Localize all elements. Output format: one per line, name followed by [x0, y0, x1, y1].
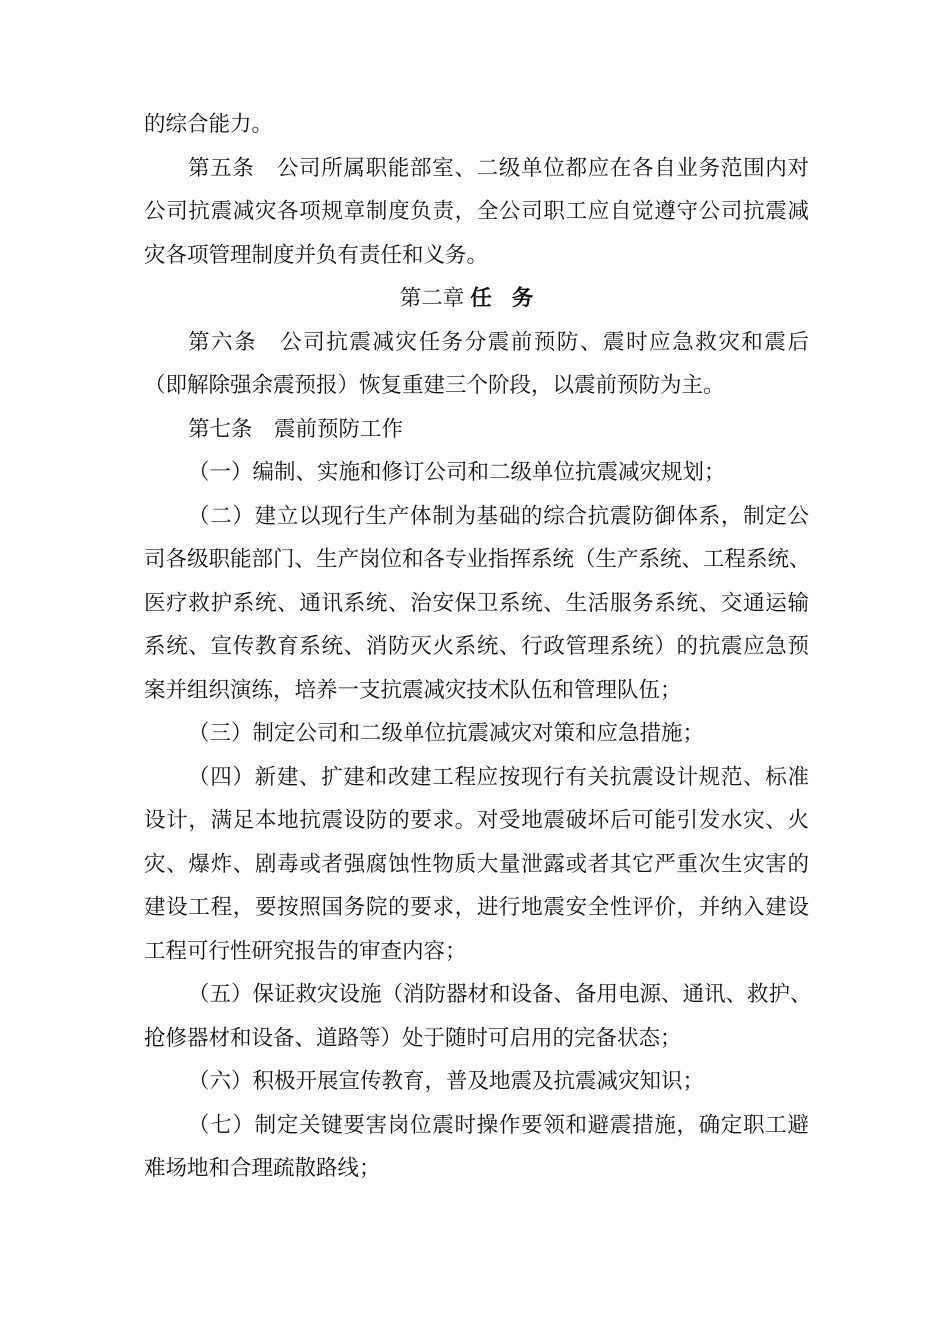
- text-line: （二）建立以现行生产体制为基础的综合抗震防御体系，制定公: [188, 503, 809, 529]
- text-line: 第七条 震前预防工作: [188, 416, 404, 442]
- chapter-title: 任务: [470, 286, 554, 311]
- text-line: 案并组织演练，培养一支抗震减灾技术队伍和管理队伍；: [144, 677, 682, 703]
- text-line: （即解除强余震预报）恢复重建三个阶段，以震前预防为主。: [144, 373, 725, 398]
- text-line: 的综合能力。: [144, 112, 274, 137]
- text-line: 难场地和合理疏散路线；: [144, 1156, 381, 1181]
- text-line: 司各级职能部门、生产岗位和各专业指挥系统（生产系统、工程系统、: [144, 547, 811, 572]
- text-line: 第五条 公司所属职能部室、二级单位都应在各自业务范围内对: [188, 155, 809, 181]
- text-line: （一）编制、实施和修订公司和二级单位抗震减灾规划；: [188, 460, 726, 485]
- chapter-number: 第二章: [399, 286, 465, 311]
- text-line: 第六条 公司抗震减灾任务分震前预防、震时应急救灾和震后: [188, 329, 809, 355]
- text-line: （三）制定公司和二级单位抗震减灾对策和应急措施；: [188, 721, 705, 746]
- text-line: （四）新建、扩建和改建工程应按现行有关抗震设计规范、标准: [188, 764, 809, 790]
- text-line: 抢修器材和设备、道路等）处于随时可启用的完备状态；: [144, 1025, 682, 1051]
- text-line: 工程可行性研究报告的审查内容；: [144, 938, 467, 964]
- text-line: （六）积极开展宣传教育，普及地震及抗震减灾知识；: [188, 1069, 705, 1094]
- text-line: 公司抗震减灾各项规章制度负责，全公司职工应自觉遵守公司抗震减: [144, 199, 809, 224]
- text-line: 灾、爆炸、剧毒或者强腐蚀性物质大量泄露或者其它严重次生灾害的: [144, 851, 809, 877]
- text-line: 设计，满足本地抗震设防的要求。对受地震破坏后可能引发水灾、火: [144, 808, 809, 833]
- text-line: （七）制定关键要害岗位震时操作要领和避震措施，确定职工避: [188, 1112, 809, 1138]
- text-line: 灾各项管理制度并负有责任和义务。: [144, 242, 489, 268]
- text-line: 建设工程，要按照国务院的要求，进行地震安全性评价，并纳入建设: [144, 895, 809, 920]
- chapter-heading: [144, 277, 809, 321]
- document-page: [144, 103, 812, 1191]
- text-line: （五）保证救灾设施（消防器材和设备、备用电源、通讯、救护、: [188, 982, 812, 1007]
- text-line: 医疗救护系统、通讯系统、治安保卫系统、生活服务系统、交通运输: [144, 590, 809, 616]
- text-line: 系统、宣传教育系统、消防灭火系统、行政管理系统）的抗震应急预: [144, 634, 809, 659]
